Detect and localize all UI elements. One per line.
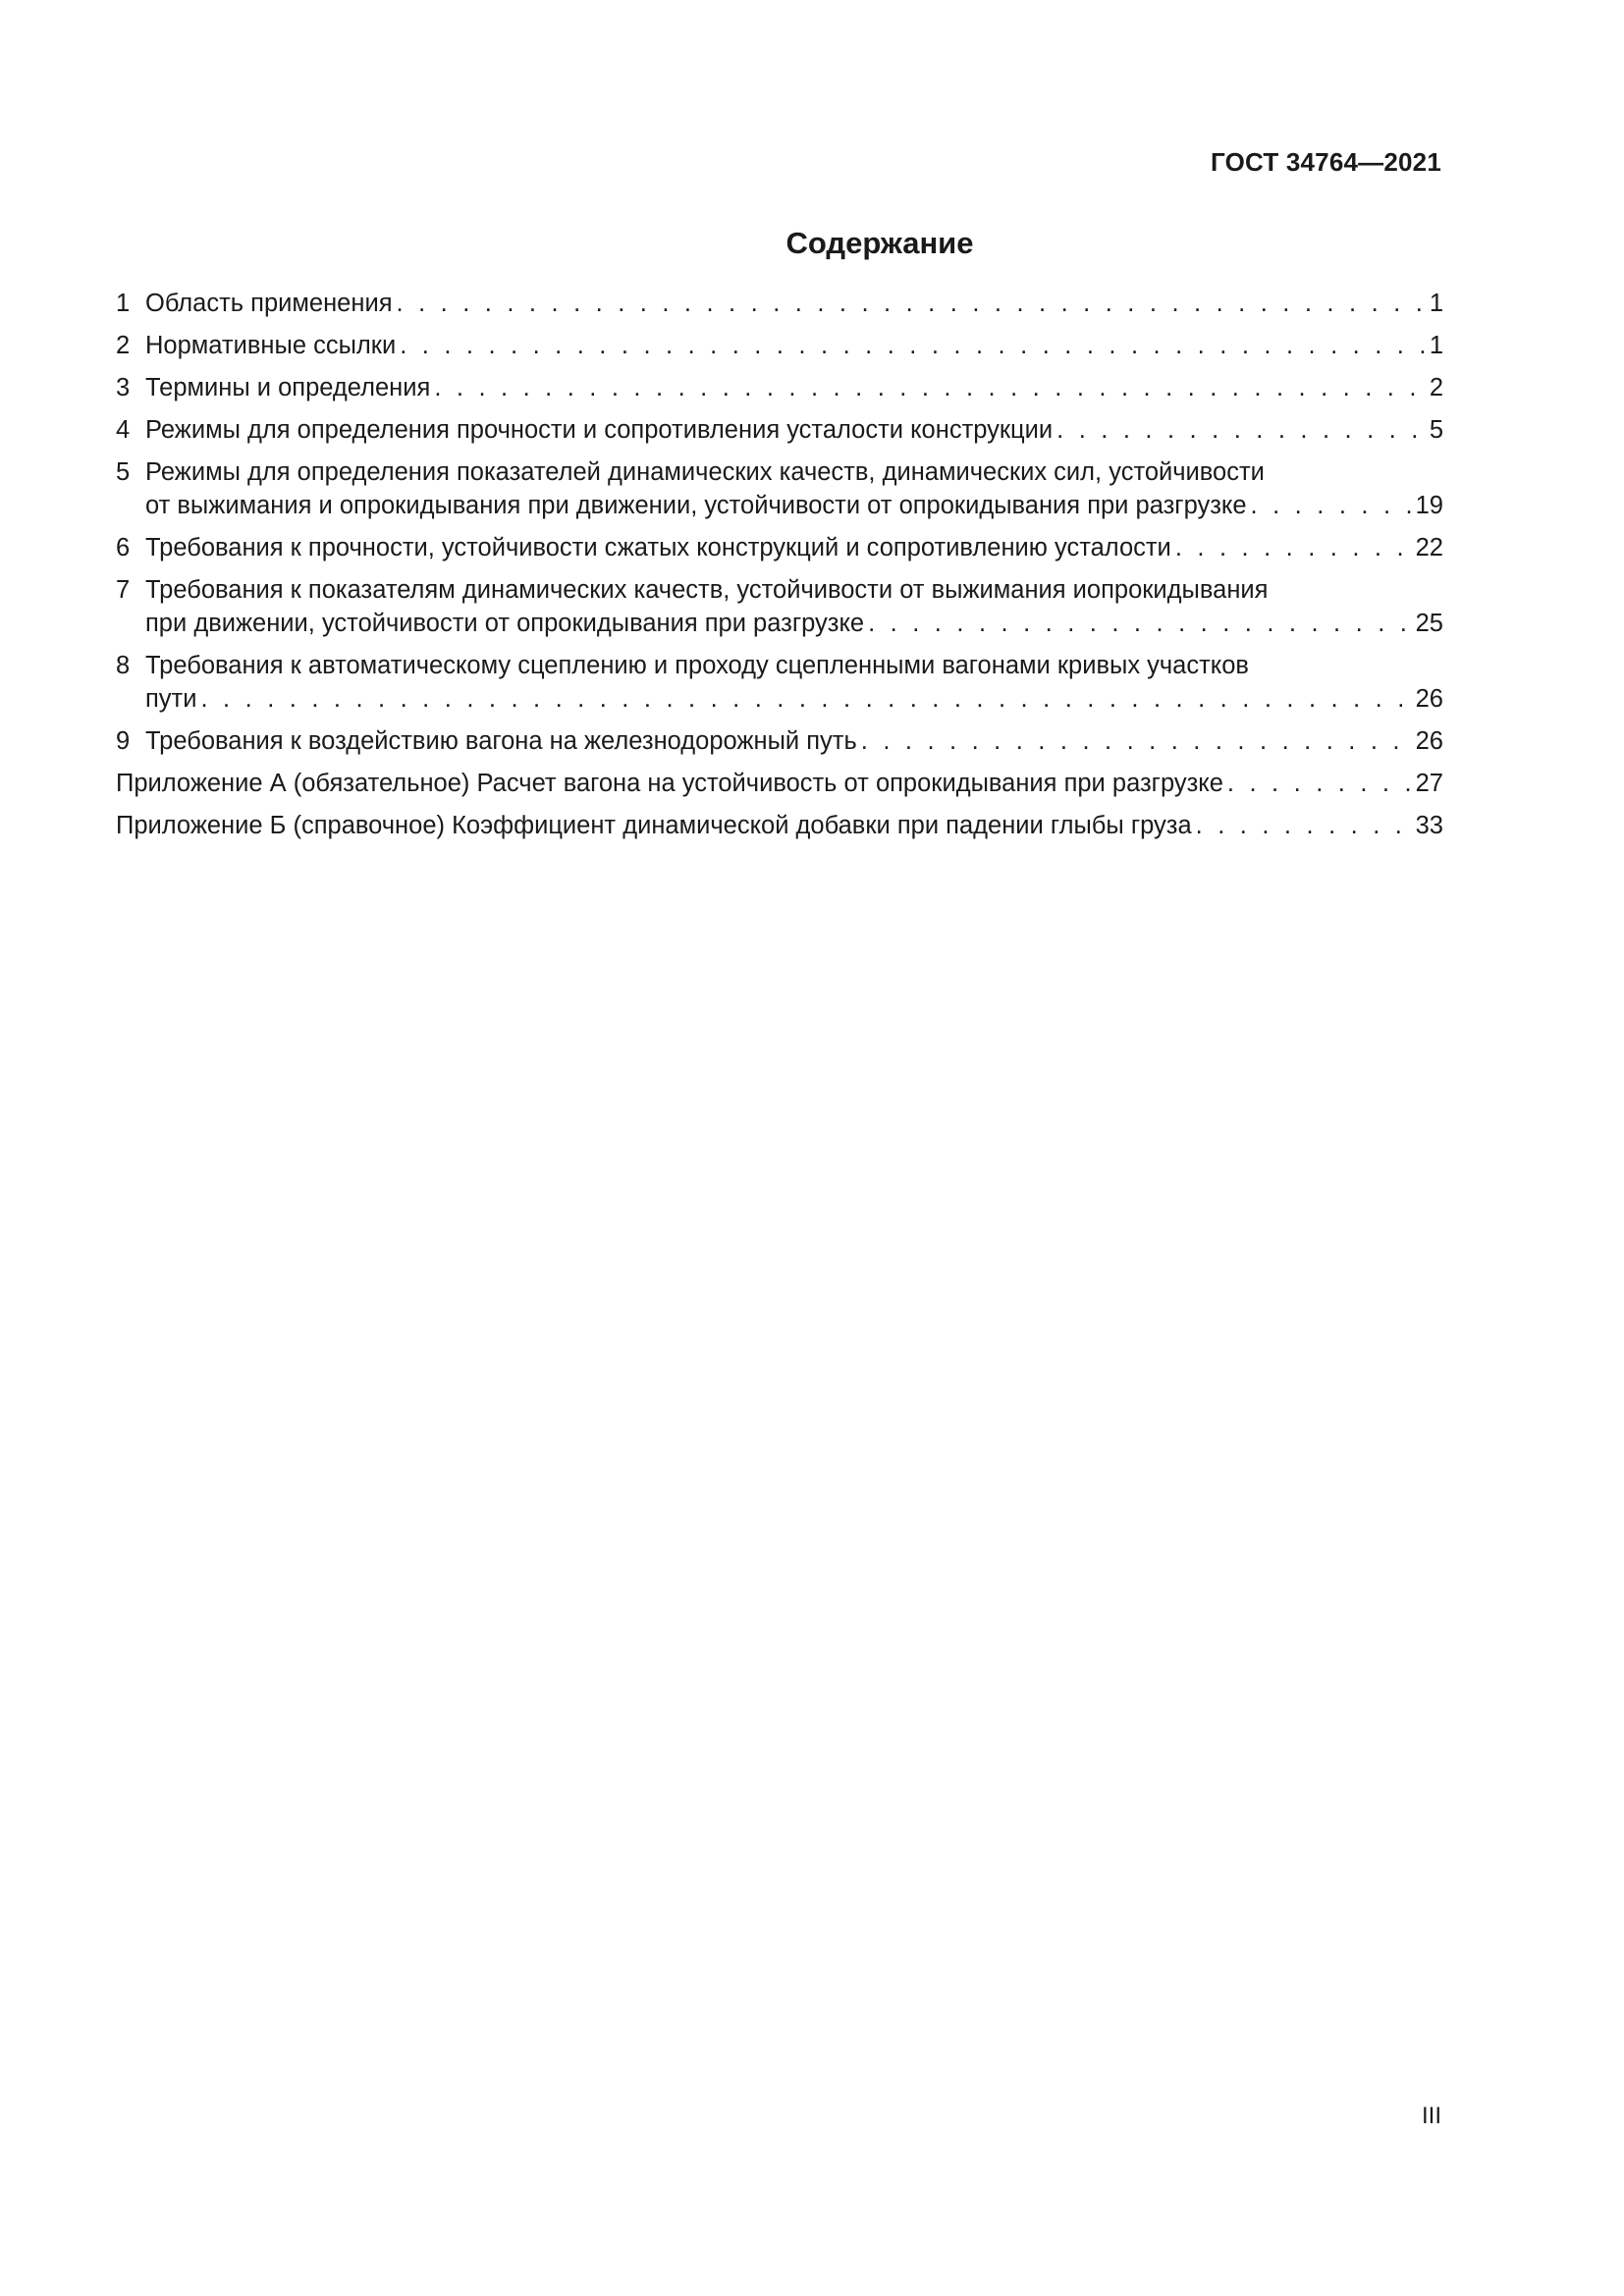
toc-entry-title: Требования к показателям динамических качеств, устойчивости от выжимания иопрокидывания <box>145 576 1269 604</box>
toc-entry-title: при движении, устойчивости от опрокидывания при разгрузке <box>145 610 865 637</box>
toc-entry-page: 1 <box>1429 332 1443 359</box>
toc-entry[interactable] <box>116 767 1443 800</box>
toc-entry[interactable] <box>116 573 1443 640</box>
toc-entry-title: от выжимания и опрокидывания при движении, устойчивости от опрокидывания при разгрузке <box>145 492 1247 519</box>
toc-entry-number: 7 <box>116 576 131 604</box>
toc-entry[interactable] <box>116 329 1443 362</box>
toc-entry-title: Приложение Б (справочное) Коэффициент динамической добавки при падении глыбы груза <box>116 812 1192 839</box>
toc-entry-page: 26 <box>1415 727 1443 755</box>
dot-leader <box>1196 809 1412 842</box>
toc-entry-number: 1 <box>116 290 131 317</box>
toc-entry[interactable] <box>116 371 1443 404</box>
toc-entry-number: 3 <box>116 374 131 401</box>
toc-entry-title: Приложение А (обязательное) Расчет вагона на устойчивость от опрокидывания при разгрузке <box>116 770 1223 797</box>
toc-entry-number: 8 <box>116 652 131 679</box>
toc-entry-page: 1 <box>1429 290 1443 317</box>
toc-entry-number: 9 <box>116 727 131 755</box>
toc-entry-title: Требования к автоматическому сцеплению и проходу сцепленными вагонами кривых участков <box>145 652 1249 679</box>
toc-entry-page: 26 <box>1415 685 1443 713</box>
toc-entry[interactable] <box>116 724 1443 758</box>
dot-leader <box>868 607 1412 640</box>
toc-entry-title: Режимы для определения показателей динамических качеств, динамических сил, устойчивости <box>145 458 1265 486</box>
page-number: III <box>1421 2103 1441 2129</box>
toc-entry-page: 22 <box>1415 534 1443 561</box>
dot-leader <box>1056 413 1426 447</box>
toc-entry-page: 19 <box>1415 492 1443 519</box>
toc-entry-page: 2 <box>1429 374 1443 401</box>
toc-entry-title: Термины и определения <box>145 374 431 401</box>
toc-entry-title: Требования к прочности, устойчивости сжатых конструкций и сопротивлению усталости <box>145 534 1171 561</box>
toc-entry-title: Требования к воздействию вагона на железнодорожный путь <box>145 727 857 755</box>
dot-leader <box>400 329 1426 362</box>
dot-leader <box>200 682 1411 716</box>
toc-entry-number: 4 <box>116 416 131 444</box>
dot-leader <box>861 724 1412 758</box>
dot-leader <box>434 371 1426 404</box>
toc-entry-number: 5 <box>116 458 131 486</box>
toc-entry[interactable] <box>116 649 1443 716</box>
toc-entry-page: 5 <box>1429 416 1443 444</box>
dot-leader <box>1251 489 1412 522</box>
toc-entry[interactable] <box>116 455 1443 522</box>
toc-entry-title: Нормативные ссылки <box>145 332 397 359</box>
toc-entry-title: Область применения <box>145 290 393 317</box>
toc-entry[interactable] <box>116 809 1443 842</box>
document-code: ГОСТ 34764—2021 <box>1211 147 1441 177</box>
toc-entry[interactable] <box>116 287 1443 320</box>
dot-leader <box>1175 531 1412 564</box>
toc-entry-page: 33 <box>1415 812 1443 839</box>
toc-entry-title: Режимы для определения прочности и сопротивления усталости конструкции <box>145 416 1054 444</box>
toc-entry-page: 27 <box>1415 770 1443 797</box>
table-of-contents <box>116 287 1443 851</box>
toc-entry-title: пути <box>145 685 197 713</box>
toc-entry-number: 6 <box>116 534 131 561</box>
toc-title: Содержание <box>785 226 974 260</box>
toc-entry[interactable] <box>116 531 1443 564</box>
dot-leader <box>397 287 1426 320</box>
toc-entry-number: 2 <box>116 332 131 359</box>
toc-entry-page: 25 <box>1415 610 1443 637</box>
toc-entry[interactable] <box>116 413 1443 447</box>
dot-leader <box>1227 767 1412 800</box>
